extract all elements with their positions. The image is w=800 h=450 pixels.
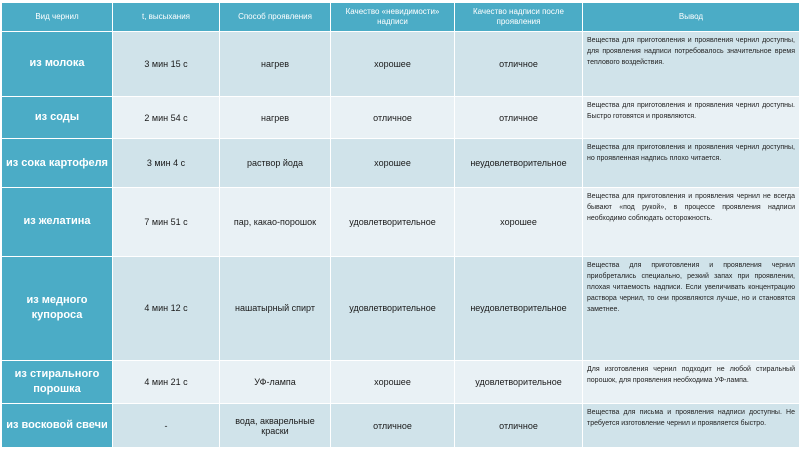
- drying-time-cell: 2 мин 54 с: [113, 96, 220, 139]
- drying-time-cell: 3 мин 4 с: [113, 139, 220, 188]
- header-invisibility-quality: Качество «невидимости» надписи: [331, 3, 455, 32]
- conclusion-cell: Вещества для приготовления и проявления чернил не всегда бывают «под рукой», в процессе проявления надписи необходимо соблюдать осторожность.: [583, 187, 800, 256]
- after-quality-cell: отличное: [455, 404, 583, 448]
- ink-type-cell: из стирального порошка: [2, 360, 113, 404]
- table-row: [2, 32, 800, 97]
- header-row: [2, 3, 800, 32]
- table-row: [2, 404, 800, 448]
- drying-time-cell: 3 мин 15 с: [113, 32, 220, 97]
- method-cell: нашатырный спирт: [220, 256, 331, 360]
- conclusion-cell: Вещества для приготовления и проявления чернил доступны, но проявленная надпись плохо читается.: [583, 139, 800, 188]
- conclusion-cell: Вещества для приготовления и проявления чернил доступны. Быстро готовятся и проявляются.: [583, 96, 800, 139]
- table-row: [2, 96, 800, 139]
- invisibility-cell: отличное: [331, 96, 455, 139]
- drying-time-cell: 7 мин 51 с: [113, 187, 220, 256]
- ink-type-cell: из медного купороса: [2, 256, 113, 360]
- invisibility-cell: хорошее: [331, 360, 455, 404]
- drying-time-cell: 4 мин 12 с: [113, 256, 220, 360]
- conclusion-cell: Вещества для приготовления и проявления чернил приобретались специально, резкий запах при проявлении, плохая читаемость надписи. Если увеличивать концентрацию раствора чернил, то они проявляются лучше, но и становятся заметнее.: [583, 256, 800, 360]
- after-quality-cell: неудовлетворительное: [455, 256, 583, 360]
- ink-type-cell: из молока: [2, 32, 113, 97]
- header-conclusion: Вывод: [583, 3, 800, 32]
- conclusion-cell: Вещества для приготовления и проявления чернил доступны, для проявления надписи потребовалось значительное время теплового воздействия.: [583, 32, 800, 97]
- after-quality-cell: неудовлетворительное: [455, 139, 583, 188]
- table-row: [2, 139, 800, 188]
- conclusion-cell: Вещества для письма и проявления надписи доступны. Не требуется изготовление чернил и проявляется быстро.: [583, 404, 800, 448]
- table-row: [2, 360, 800, 404]
- table-row: [2, 256, 800, 360]
- invisibility-cell: отличное: [331, 404, 455, 448]
- ink-type-cell: из желатина: [2, 187, 113, 256]
- drying-time-cell: 4 мин 21 с: [113, 360, 220, 404]
- table-row: [2, 187, 800, 256]
- ink-type-cell: из соды: [2, 96, 113, 139]
- header-quality-after: Качество надписи после проявления: [455, 3, 583, 32]
- conclusion-cell: Для изготовления чернил подходит не любой стиральный порошок, для проявления необходима УФ-лампа.: [583, 360, 800, 404]
- ink-type-cell: из восковой свечи: [2, 404, 113, 448]
- invisibility-cell: хорошее: [331, 32, 455, 97]
- method-cell: УФ-лампа: [220, 360, 331, 404]
- method-cell: вода, акварельные краски: [220, 404, 331, 448]
- header-ink-type: Вид чернил: [2, 3, 113, 32]
- header-drying-time: t, высыхания: [113, 3, 220, 32]
- method-cell: раствор йода: [220, 139, 331, 188]
- after-quality-cell: удовлетворительное: [455, 360, 583, 404]
- invisibility-cell: хорошее: [331, 139, 455, 188]
- method-cell: нагрев: [220, 32, 331, 97]
- after-quality-cell: хорошее: [455, 187, 583, 256]
- header-development-method: Способ проявления: [220, 3, 331, 32]
- invisibility-cell: удовлетворительное: [331, 256, 455, 360]
- invisibility-cell: удовлетворительное: [331, 187, 455, 256]
- method-cell: пар, какао-порошок: [220, 187, 331, 256]
- after-quality-cell: отличное: [455, 96, 583, 139]
- ink-type-cell: из сока картофеля: [2, 139, 113, 188]
- ink-comparison-table: [1, 2, 800, 448]
- method-cell: нагрев: [220, 96, 331, 139]
- drying-time-cell: -: [113, 404, 220, 448]
- after-quality-cell: отличное: [455, 32, 583, 97]
